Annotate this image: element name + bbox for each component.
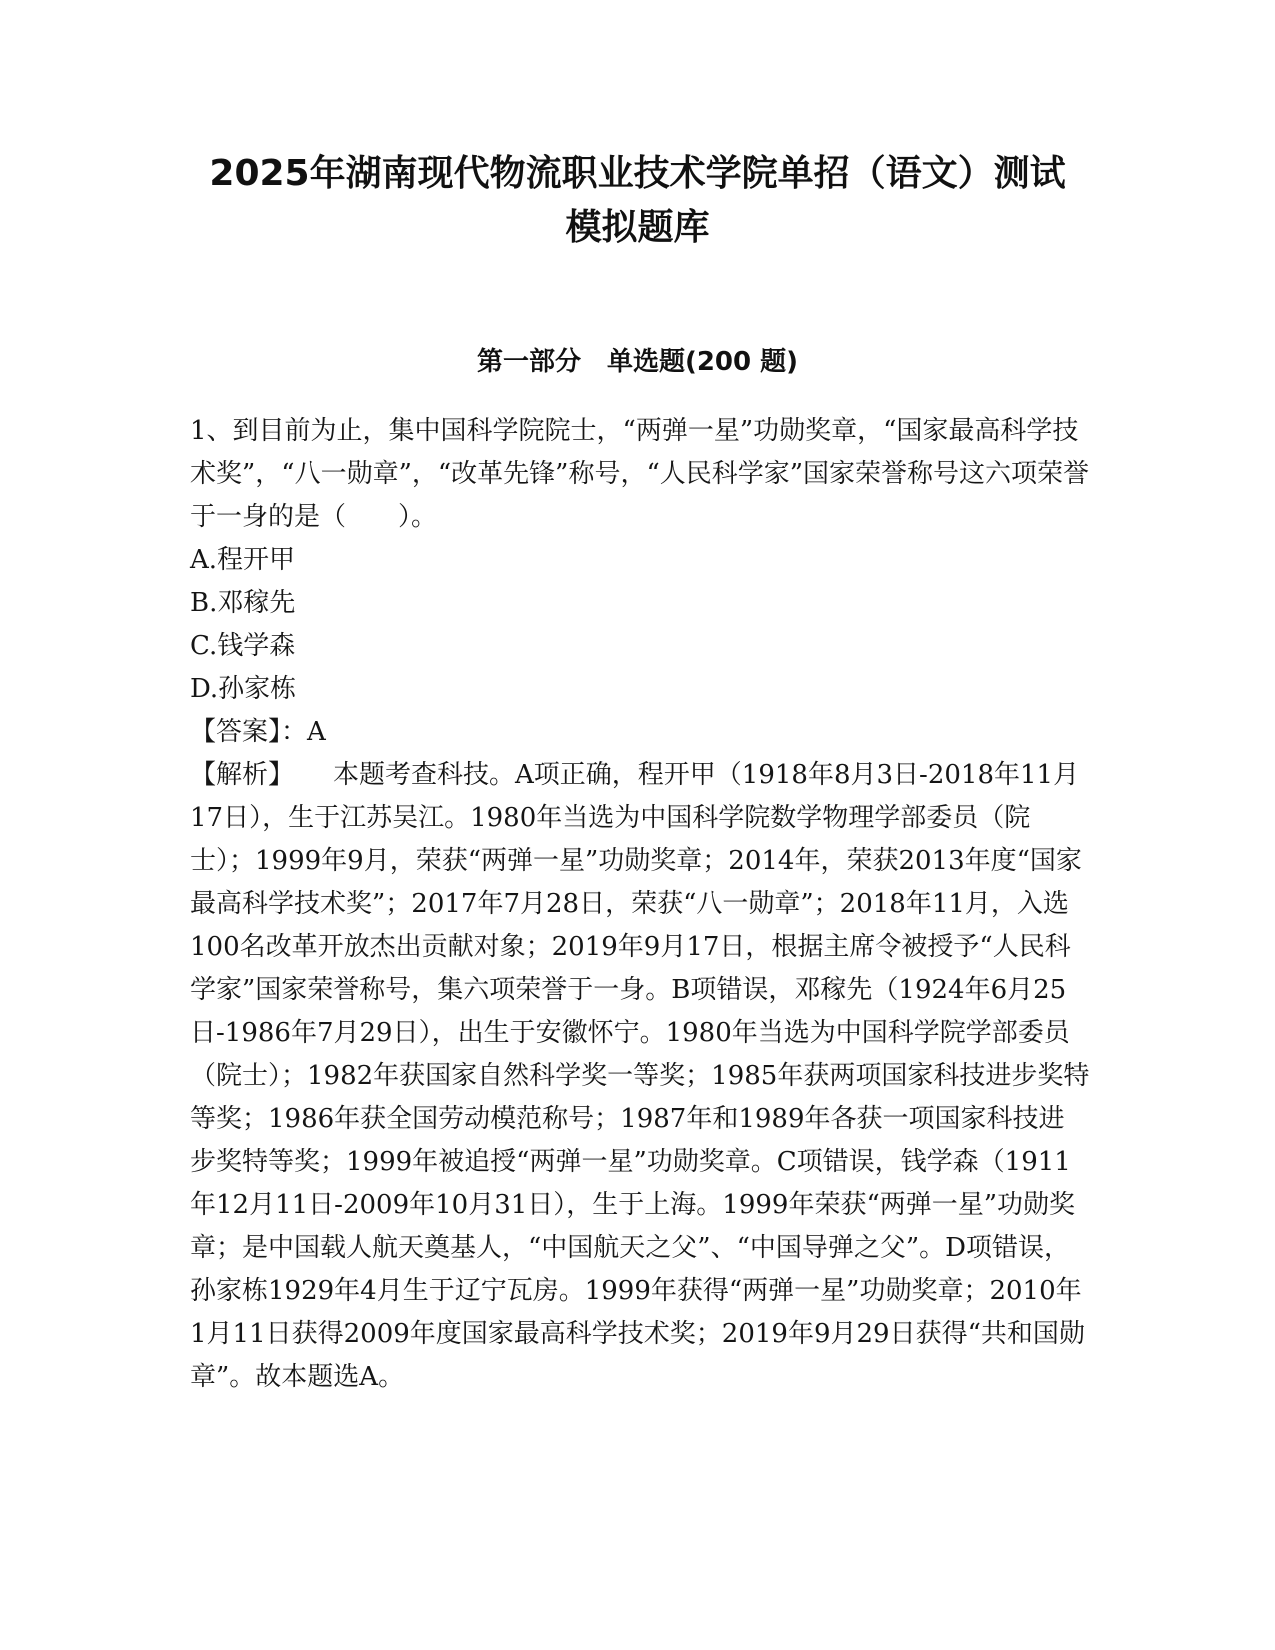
document-title-line-1: 2025年湖南现代物流职业技术学院单招（语文）测试 — [209, 153, 1066, 194]
section-heading: 第一部分 单选题(200 题) — [476, 347, 799, 377]
option-a: A.程开甲 — [190, 545, 296, 575]
analysis-label: 【解析】 — [190, 760, 295, 790]
analysis-text: 本题考查科技。A项正确，程开甲（1918年8月3日-2018年11月17日），生于江苏吴江。1980年当选为中国科学院数学物理学部委员（院士）；1999年9月，荣获“两弹一星”功勋奖章；2014年，荣获2013年度“国家最高科学技术奖”；2017年7月28日，荣获“八一勋章”；2018年11月，入选100名改革开放杰出贡献对象；2019年9月17日，根据主席令被授予“人民科学家”国家荣誉称号，集六项荣誉于一身。B项错误，邓稼先（1924年6月25日-1986年7月29日），出生于安徽怀宁。1980年当选为中国科学院学部委员（院士）；1982年获国家自然科学奖一等奖；1985年获两项国家科技进步奖特等奖；1986年获全国劳动模范称号；1987年和1989年各获一项国家科技进步奖特等奖；1999年被追授“两弹一星”功勋奖章。C项错误，钱学森（1911年12月11日-2009年10月31日），生于上海。1999年荣获“两弹一星”功勋奖章；是中国载人航天奠基人，“中国航天之父”、“中国导弹之父”。D项错误，孙家栋1929年4月生于辽宁瓦房。1999年获得“两弹一星”功勋奖章；2010年1月11日获得2009年度国家最高科学技术奖；2019年9月29日获得“共和国勋章”。故本题选A。 — [190, 760, 1090, 1392]
document-title-line-2: 模拟题库 — [565, 207, 710, 248]
analysis-paragraph — [190, 754, 1090, 1399]
answer-value: A — [307, 717, 326, 747]
option-d: D.孙家栋 — [190, 674, 297, 704]
option-list — [190, 539, 296, 711]
option-c: C.钱学森 — [190, 631, 296, 661]
question-stem: 1、到目前为止，集中国科学院院士，“两弹一星”功勋奖章，“国家最高科学技术奖”，“八一勋章”，“改革先锋”称号，“人民科学家”国家荣誉称号这六项荣誉于一身的是（ ）。 — [190, 416, 1090, 532]
answer-label: 【答案】： — [190, 717, 308, 747]
answer-line — [190, 711, 1090, 754]
option-b: B.邓稼先 — [190, 588, 296, 618]
